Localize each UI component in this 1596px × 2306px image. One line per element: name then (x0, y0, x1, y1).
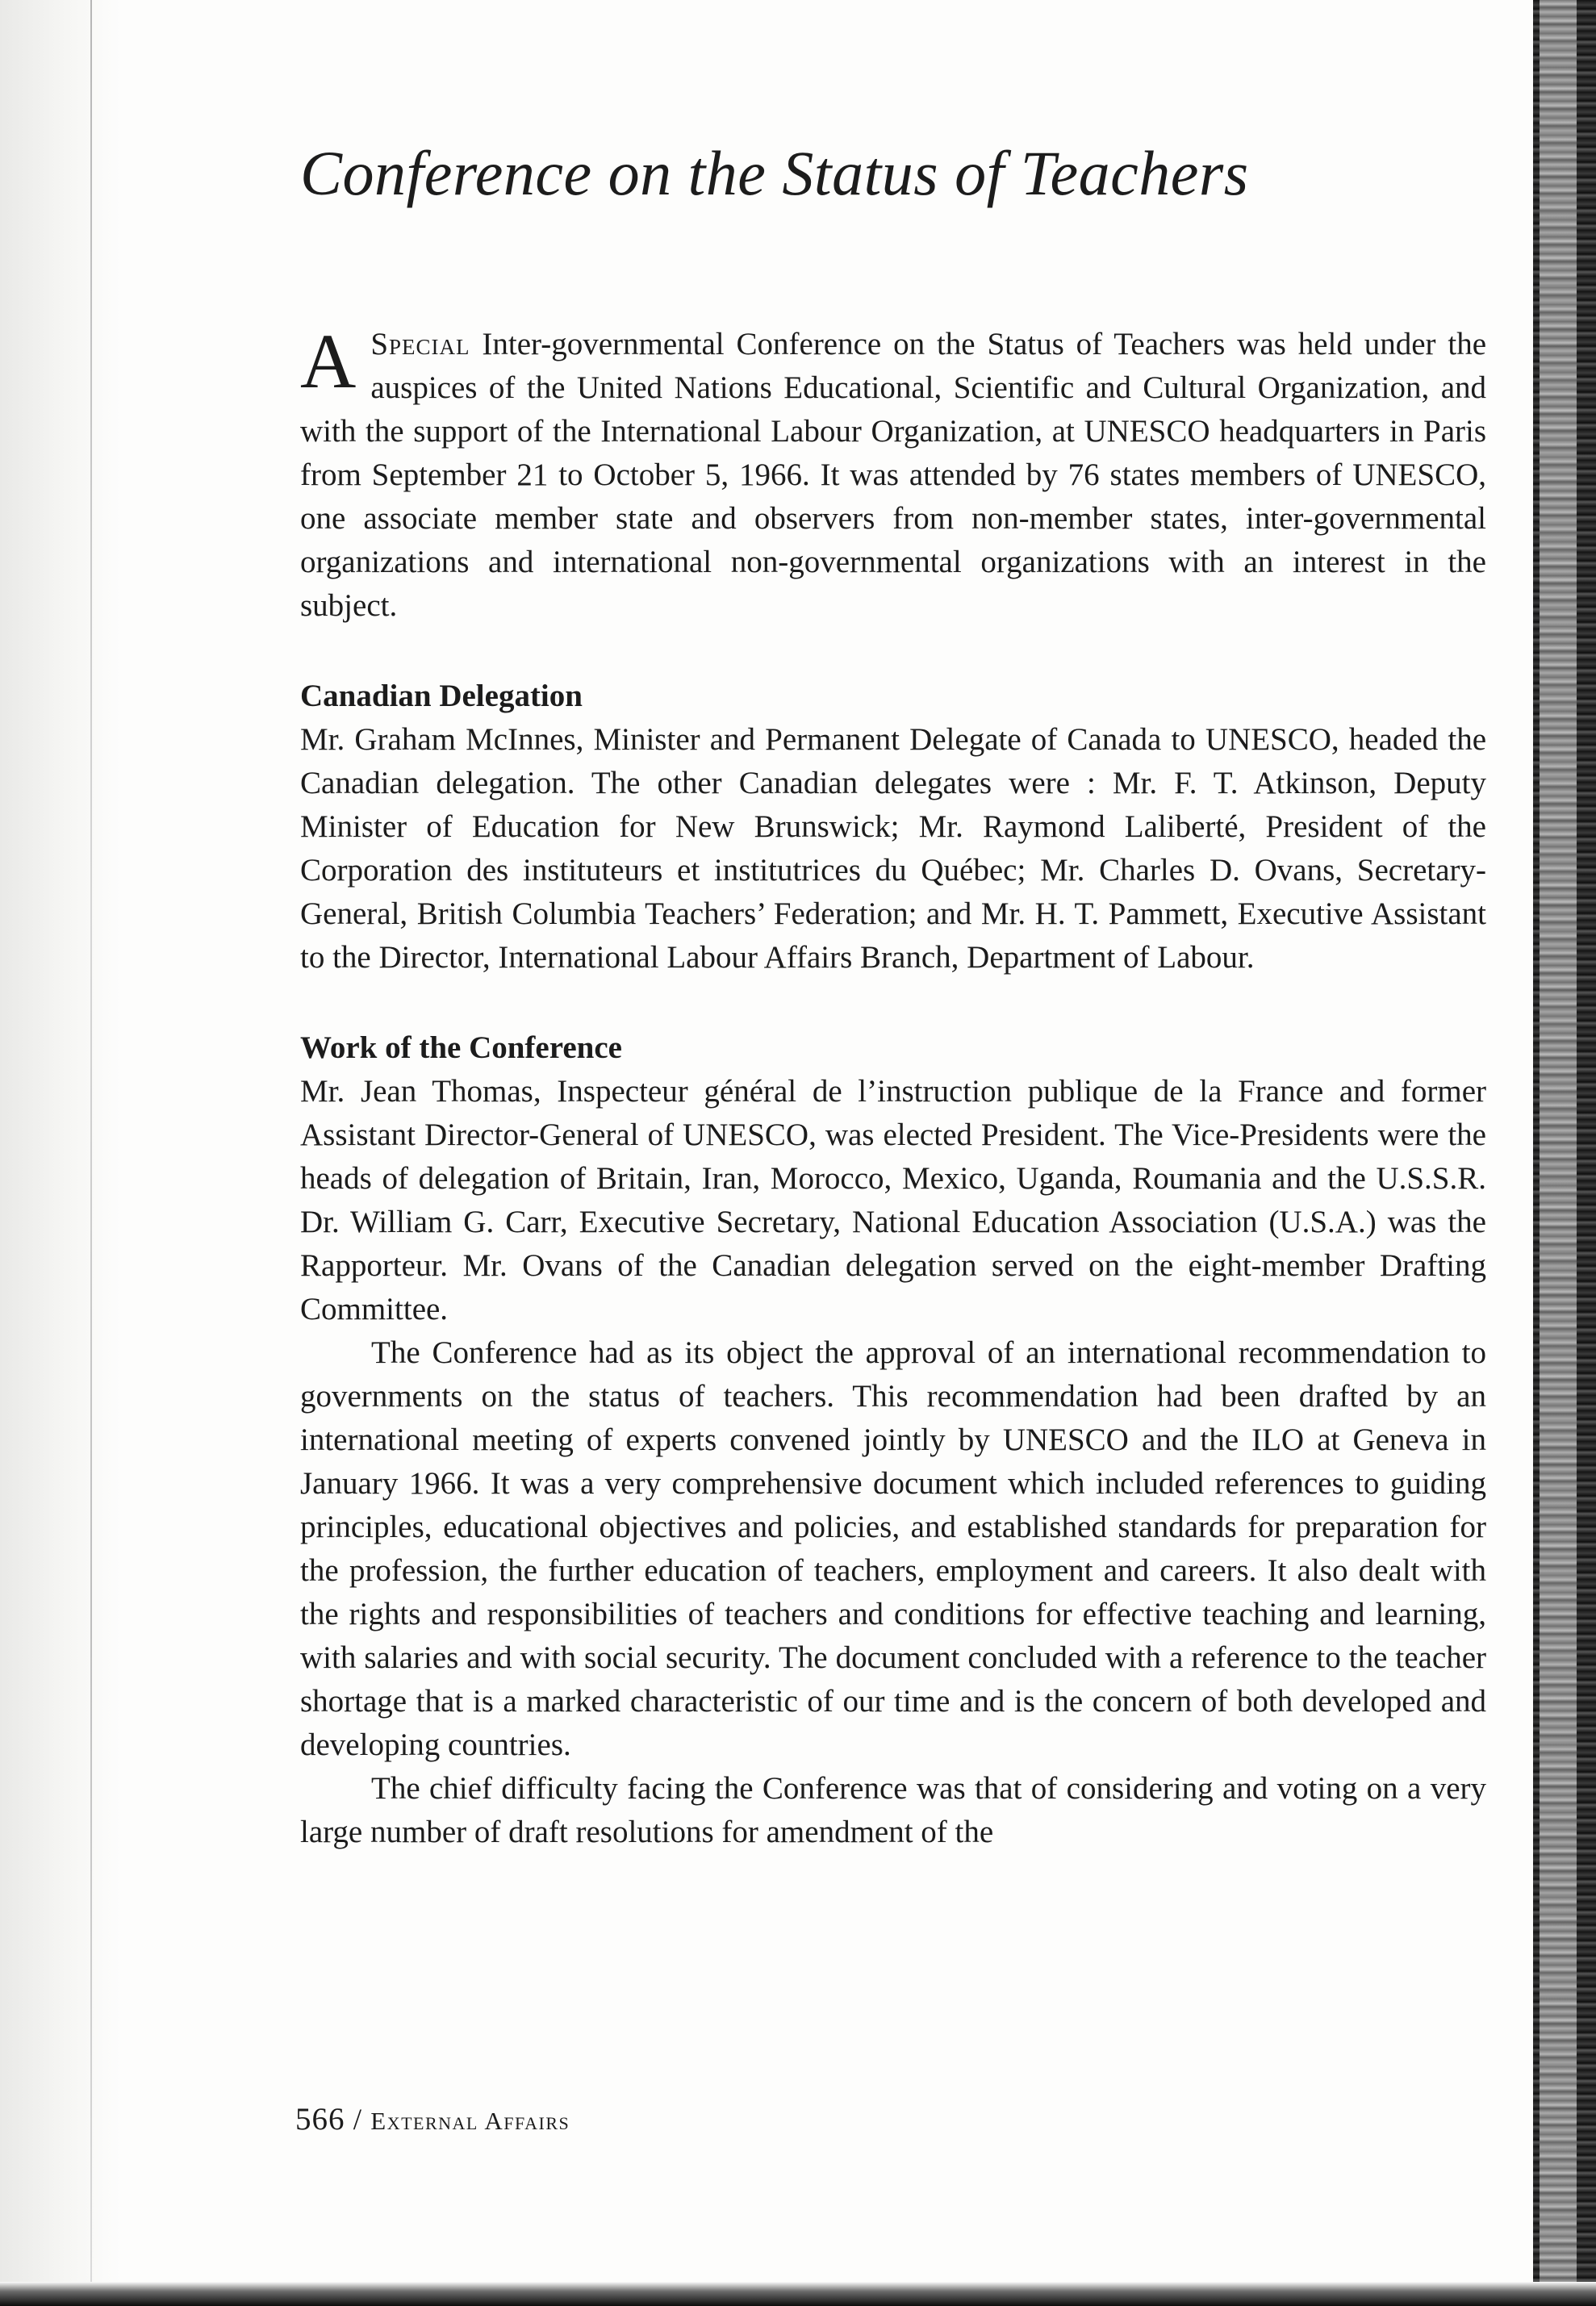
section-paragraph: The chief difficulty facing the Conference was that of considering and voting on a very large number of draft resolutions for amendment of the (300, 1771, 1486, 1849)
footer-separator: / (345, 2103, 371, 2137)
page-bottom-edge (0, 2282, 1596, 2306)
intro-lead-word: Special (370, 327, 470, 361)
drop-cap: A (300, 318, 357, 404)
intro-text: Inter-governmental Conference on the Status of Teachers was held under the auspices of the United Nations Educational, Scientific and Cultural Organization, and with the support of the International Labour Organization, at UNESCO headquarters in Paris from September 21 to October 5, 1966. It was attended by 76 states members of UNESCO, one associate member state and observers from non-member states, inter-governmental organizations and international non-governmental organizations with an interest in the subject. (300, 327, 1486, 623)
binding-edge-texture (1540, 0, 1577, 2306)
page-footer (295, 2101, 570, 2137)
publication-name: External Affairs (370, 2107, 570, 2135)
section-heading: Canadian Delegation (300, 679, 583, 713)
section-work-of-conference (300, 1026, 1486, 1854)
section-paragraph: The Conference had as its object the approval of an international recommendation to governments on the status of teachers. This recommendation had been drafted by an international meeting of experts convened jointly by UNESCO and the ILO at Geneva in January 1966. It was a very comprehensive document which included references to guiding principles, educational objectives and policies, and established standards for preparation for the profession, the further education of teachers, employment and careers. It also dealt with the rights and responsibilities of teachers and conditions for effective teaching and learning, with salaries and with social security. The document concluded with a reference to the teacher shortage that is a marked characteristic of our time and is the concern of both developed and developing countries. (300, 1335, 1486, 1762)
article (300, 137, 1486, 1901)
section-heading: Work of the Conference (300, 1030, 622, 1065)
page-fold-shadow (0, 0, 121, 2306)
intro-paragraph (300, 318, 1486, 628)
article-title: Conference on the Status of Teachers (300, 138, 1249, 208)
page-fold-line (90, 0, 92, 2306)
section-paragraph: Mr. Graham McInnes, Minister and Permanent Delegate of Canada to UNESCO, headed the Canadian delegation. The other Canadian delegates were : Mr. F. T. Atkinson, Deputy Minister of Education for New Brunswick; Mr. Raymond Laliberté, President of the Corporation des instituteurs et institutrices du Québec; Mr. Charles D. Ovans, Secretary-General, British Columbia Teachers’ Federation; and Mr. H. T. Pammett, Executive Assistant to the Director, International Labour Affairs Branch, Department of Labour. (300, 722, 1486, 975)
section-canadian-delegation (300, 675, 1486, 980)
page-number: 566 (295, 2102, 345, 2137)
section-paragraph: Mr. Jean Thomas, Inspecteur général de l’instruction publique de la France and former Assistant Director-General of UNESCO, was elected President. The Vice-Presidents were the heads of delegation of Britain, Iran, Morocco, Mexico, Uganda, Roumania and the U.S.S.R. Dr. William G. Carr, Executive Secretary, National Education Association (U.S.A.) was the Rapporteur. Mr. Ovans of the Canadian delegation served on the eight-member Drafting Committee. (300, 1074, 1486, 1326)
